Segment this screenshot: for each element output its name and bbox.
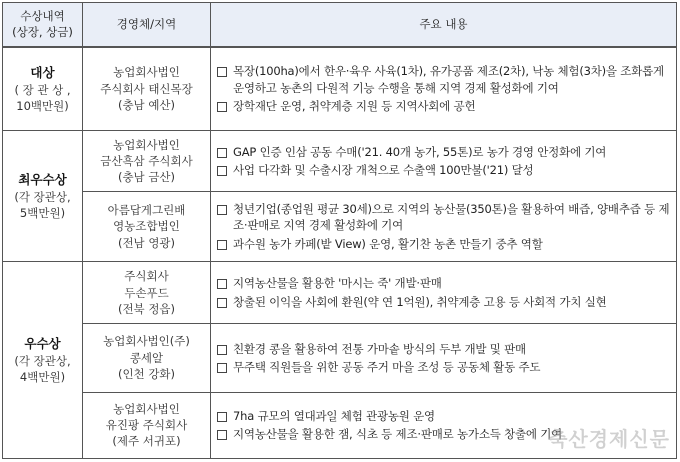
award-name: 최우수상 xyxy=(18,172,67,187)
company-region: (충남 금산) xyxy=(117,170,176,185)
company-name-line: 아름답게그린배 xyxy=(107,202,186,217)
bullet-text: 창출된 이익을 사회에 환원(약 연 1억원), 취약계층 고용 등 사회적 가치 실현 xyxy=(233,294,607,309)
award-cell-excellence xyxy=(3,131,83,262)
company-region: (전남 영광) xyxy=(117,235,176,250)
bullet-item xyxy=(217,275,672,291)
bullet-item xyxy=(217,63,672,96)
company-cell xyxy=(83,392,211,458)
table-row xyxy=(3,47,677,131)
company-region: (충남 예산) xyxy=(117,98,176,113)
award-name: 대상 xyxy=(30,64,55,80)
company-region: (인천 강화) xyxy=(117,367,176,382)
award-detail: 4백만원) xyxy=(19,369,66,384)
bullet-item xyxy=(217,201,672,234)
company-name-line: 유진팡 주식회사 xyxy=(105,418,188,433)
award-cell-merit xyxy=(3,262,83,459)
square-bullet-icon xyxy=(217,166,227,176)
square-bullet-icon xyxy=(217,148,227,158)
company-cell xyxy=(83,47,211,131)
square-bullet-icon xyxy=(217,298,227,308)
table-row xyxy=(3,131,677,191)
company-name-line: 영농조합법인 xyxy=(113,219,180,234)
bullet-text: 사업 다각화 및 수출시장 개척으로 수출액 100만불('21) 달성 xyxy=(233,163,534,178)
table-row xyxy=(3,324,677,392)
square-bullet-icon xyxy=(217,205,227,215)
bullet-text: 장학재단 운영, 취약계층 지원 등 지역사회에 공헌 xyxy=(233,99,476,114)
square-bullet-icon xyxy=(217,67,227,77)
awards-table xyxy=(2,2,677,459)
bullet-item xyxy=(217,144,672,160)
header-award xyxy=(3,3,83,47)
square-bullet-icon xyxy=(217,102,227,112)
company-name-line: 농업회사법인 xyxy=(113,137,180,152)
content-cell xyxy=(211,47,677,131)
header-row xyxy=(3,3,677,47)
award-detail: (각 장관상, xyxy=(14,189,71,204)
company-cell xyxy=(83,324,211,392)
company-cell xyxy=(83,262,211,324)
award-detail: ( 장 관 상 , xyxy=(14,82,71,97)
watermark: 축산경제신문 xyxy=(548,427,670,451)
bullet-item xyxy=(217,408,672,424)
square-bullet-icon xyxy=(217,430,227,440)
bullet-item xyxy=(217,98,672,114)
bullet-text: 지역농산물을 활용한 '마시는 죽' 개발·판매 xyxy=(233,276,442,291)
table-row xyxy=(3,262,677,324)
bullet-item xyxy=(217,294,672,310)
company-cell xyxy=(83,191,211,261)
award-detail: (각 장관상, xyxy=(14,353,71,368)
square-bullet-icon xyxy=(217,412,227,422)
company-name-line: 주식회사 xyxy=(124,269,169,284)
company-name-line: 콩세알 xyxy=(129,350,164,365)
bullet-item xyxy=(217,341,672,357)
table-row xyxy=(3,191,677,261)
header-company: 경영체/지역 xyxy=(83,3,211,47)
bullet-text: 친환경 콩을 활용하여 전통 가마솥 방식의 두부 개발 및 판매 xyxy=(233,341,526,356)
bullet-item xyxy=(217,236,672,252)
square-bullet-icon xyxy=(217,345,227,355)
award-detail: 5백만원) xyxy=(19,206,66,221)
content-cell xyxy=(211,262,677,324)
bullet-text: 목장(100ha)에서 한우·육우 사육(1차), 유가공품 제조(2차), 낙농 체험(3차)을 조화롭게 운영하고 농촌의 다원적 기능 수행을 통해 지역 경제 활성화에 기여 xyxy=(233,64,664,95)
company-cell xyxy=(83,131,211,191)
award-name: 우수상 xyxy=(24,335,61,351)
bullet-text: 청년기업(종업원 평균 30세)으로 지역의 농산물(350톤)을 활용하여 배즙, 양배추즙 등 제조·판매로 지역 경제 활성화에 기여 xyxy=(233,201,670,233)
company-name-line: 농업회사법인 xyxy=(113,401,180,416)
bullet-text: GAP 인증 인삼 공동 수매('21. 40개 농가, 55톤)로 농가 경영 안정화에 기여 xyxy=(233,144,607,159)
content-cell xyxy=(211,324,677,392)
bullet-text: 7ha 규모의 열대과일 체험 관광농원 운영 xyxy=(233,408,435,423)
company-name-line: 두손푸드 xyxy=(124,285,169,300)
header-content: 주요 내용 xyxy=(211,3,677,47)
bullet-text: 과수원 농가 카페(밭 View) 운영, 활기찬 농촌 만들기 중추 역할 xyxy=(233,236,543,251)
company-name-line: 주식회사 태신목장 xyxy=(100,81,193,96)
square-bullet-icon xyxy=(217,279,227,289)
company-name-line: 농업회사법인(주) xyxy=(103,334,190,349)
award-cell-grand xyxy=(3,47,83,131)
header-award-line1: 수상내역 xyxy=(20,8,65,23)
company-name-line: 농업회사법인 xyxy=(113,65,180,80)
bullet-text: 지역농산물을 활용한 잼, 식초 등 제조·판매로 농가소득 창출에 기여 xyxy=(233,427,563,442)
square-bullet-icon xyxy=(217,363,227,373)
content-cell xyxy=(211,191,677,261)
bullet-item xyxy=(217,162,672,178)
bullet-text: 무주택 직원들을 위한 공동 주거 마을 조성 등 공동체 활동 주도 xyxy=(233,359,541,374)
company-region: (제주 서귀포) xyxy=(112,434,181,449)
company-name-line: 금산흑삼 주식회사 xyxy=(100,153,193,168)
award-detail: 10백만원) xyxy=(16,98,69,113)
square-bullet-icon xyxy=(217,240,227,250)
header-award-line2: (상장, 상금) xyxy=(12,25,73,40)
bullet-item xyxy=(217,359,672,375)
content-cell xyxy=(211,131,677,191)
company-region: (전북 정읍) xyxy=(117,301,176,316)
